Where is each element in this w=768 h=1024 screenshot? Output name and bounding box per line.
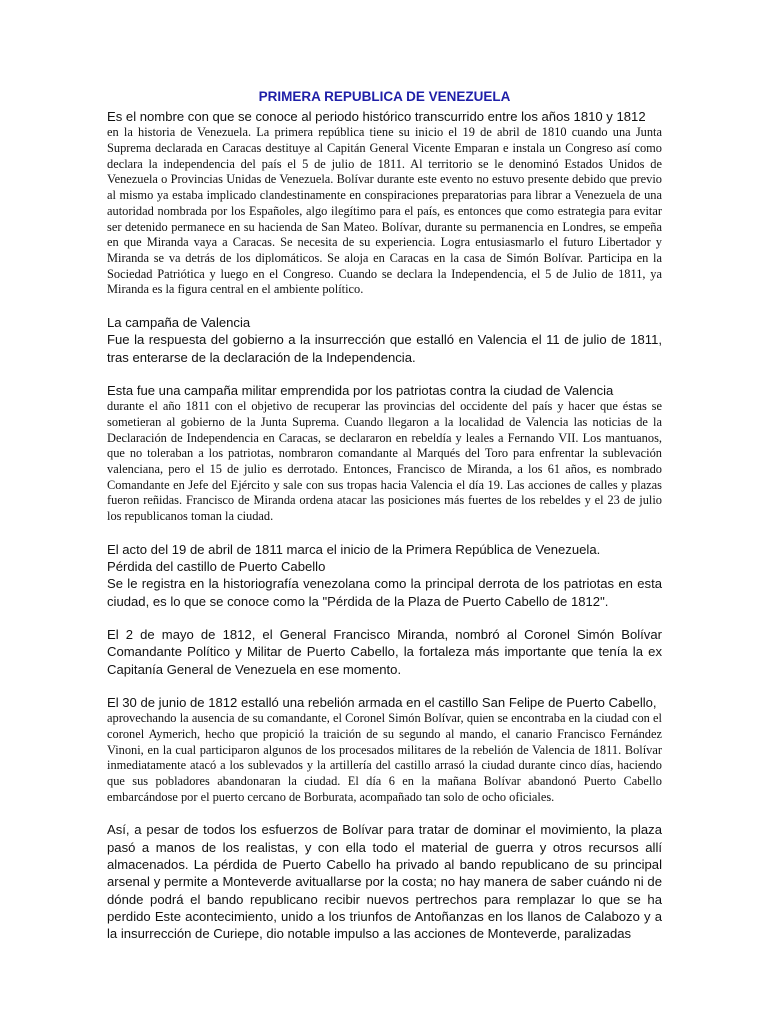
paragraph-intro-lead: Es el nombre con que se conoce al periodo histórico transcurrido entre los años 1810 y 1812 [107,109,646,124]
paragraph-intro-body: en la historia de Venezuela. La primera república tiene su inicio el 19 de abril de 1810 cuando una Junta Suprema declarada en Caracas destituye al Capitán General Vicente Emparan e instala un Congreso así como declara la independencia del país el 5 de julio de 1811. Al territorio se le denominó Estados Unidos de Venezuela o Provincias Unidas de Venezuela. Bolívar durante este evento no estuvo presente debido que previo al mismo ya estaba implicado clandestinamente en conspiraciones preparatorias para librar a Venezuela de una autoridad nombrada por los Españoles, algo ilegítimo para el país, es entonces que como estrategia para evitar ser detenido permanece en su hacienda de San Mateo. Bolívar, durante su permanencia en Londres, se empeña en que Miranda vaya a Caracas. Se necesita de su experiencia. Logra entusiasmarlo el futuro Libertador y Miranda se va detrás de los diplomáticos. Se aloja en Caracas en la casa de Simón Bolívar. Participa en la Sociedad Patriótica y luego en el Congreso. Cuando se declara la Independencia, el 5 de Julio de 1811, ya Miranda es la figura central en el ambiente político. [107,125,662,297]
paragraph-campaign-body: durante el año 1811 con el objetivo de recuperar las provincias del occidente del país y hacer que éstas se sometieran al gobierno de la Junta Suprema. Cuando llegaron a la localidad de Valencia las noticias de la Declaración de Independencia en Caracas, se declararon en rebeldía y leales a Fernando VII. Los mantuanos, que no toleraban a los patriotas, nombraron comandante al Marqués del Toro para enfrentar la sublevación valenciana, pero el 15 de julio es derrotado. Entonces, Francisco de Miranda, a los 61 años, es nombrado Comandante en Jefe del Ejército y sale con sus tropas hacia Valencia el día 19. Las acciones de calles y plazas fueron reñidas. Francisco de Miranda ordena atacar las posiciones más fuertes de los rebeldes y el 23 de julio los republicanos toman la ciudad. [107,399,662,524]
document-page [107,88,662,943]
paragraph-may-2: El 2 de mayo de 1812, el General Francisco Miranda, nombró al Coronel Simón Bolívar Comandante Político y Militar de Puerto Cabello, la fortaleza más importante que tenía la ex Capitanía General de Venezuela en ese momento. [107,627,662,677]
section-heading-puerto-cabello: Pérdida del castillo de Puerto Cabello [107,559,326,575]
paragraph-rebellion-lead: El 30 de junio de 1812 estalló una rebelión armada en el castillo San Felipe de Puerto Cabello, [107,694,657,710]
paragraph-april-19: El acto del 19 de abril de 1811 marca el inicio de la Primera República de Venezuela. [107,541,601,557]
section-heading-valencia: La campaña de Valencia [107,315,251,331]
paragraph-rebellion-body: aprovechando la ausencia de su comandante, el Coronel Simón Bolívar, quien se encontraba en la ciudad con el coronel Aymerich, hecho que propició la traición de su segundo al mando, el canario Francisco Fernández Vinoni, en la cual participaron algunos de los procesados militares de la rebelión de Valencia de 1811. Bolívar inmediatamente atacó a los sublevados y la artillería del castillo arrasó la ciudad durante cinco días, haciendo que sus pobladores abandonaran la ciudad. El día 6 en la mañana Bolívar abandonó Puerto Cabello embarcándose por el puerto cercano de Borburata, acompañado tan solo de ocho oficiales. [107,711,662,804]
paragraph-consequences: Así, a pesar de todos los esfuerzos de Bolívar para tratar de dominar el movimiento, la plaza pasó a manos de los realistas, y con ella todo el material de guerra y otros recursos allí almacenados. La pérdida de Puerto Cabello ha privado al bando republicano de su principal arsenal y permite a Monteverde avituallarse por la costa; no hay manera de saber cuándo ni de dónde podrá el bando republicano recibir nuevos pertrechos para remplazar lo que se ha perdido Este acontecimiento, unido a los triunfos de Antoñanzas en los llanos de Calabozo y a la insurrección de Curiepe, dio notable impulso a las acciones de Monteverde, paralizadas [107,822,662,942]
section-text-puerto-cabello: Se le registra en la historiografía venezolana como la principal derrota de los patriotas en esta ciudad, es lo que se conoce como la "Pérdida de la Plaza de Puerto Cabello de 1812". [107,576,662,609]
paragraph-campaign [107,382,662,525]
paragraph-campaign-lead: Esta fue una campaña militar emprendida por los patriotas contra la ciudad de Valencia [107,382,614,398]
paragraph-intro [107,108,662,298]
paragraph-rebellion [107,694,662,806]
section-puerto-cabello [107,541,662,610]
document-title: PRIMERA REPUBLICA DE VENEZUELA [258,89,511,104]
section-text-valencia: Fue la respuesta del gobierno a la insurrección que estalló en Valencia el 11 de julio de 1811, tras enterarse de la declaración de la Independencia. [107,332,662,365]
section-valencia [107,314,662,366]
